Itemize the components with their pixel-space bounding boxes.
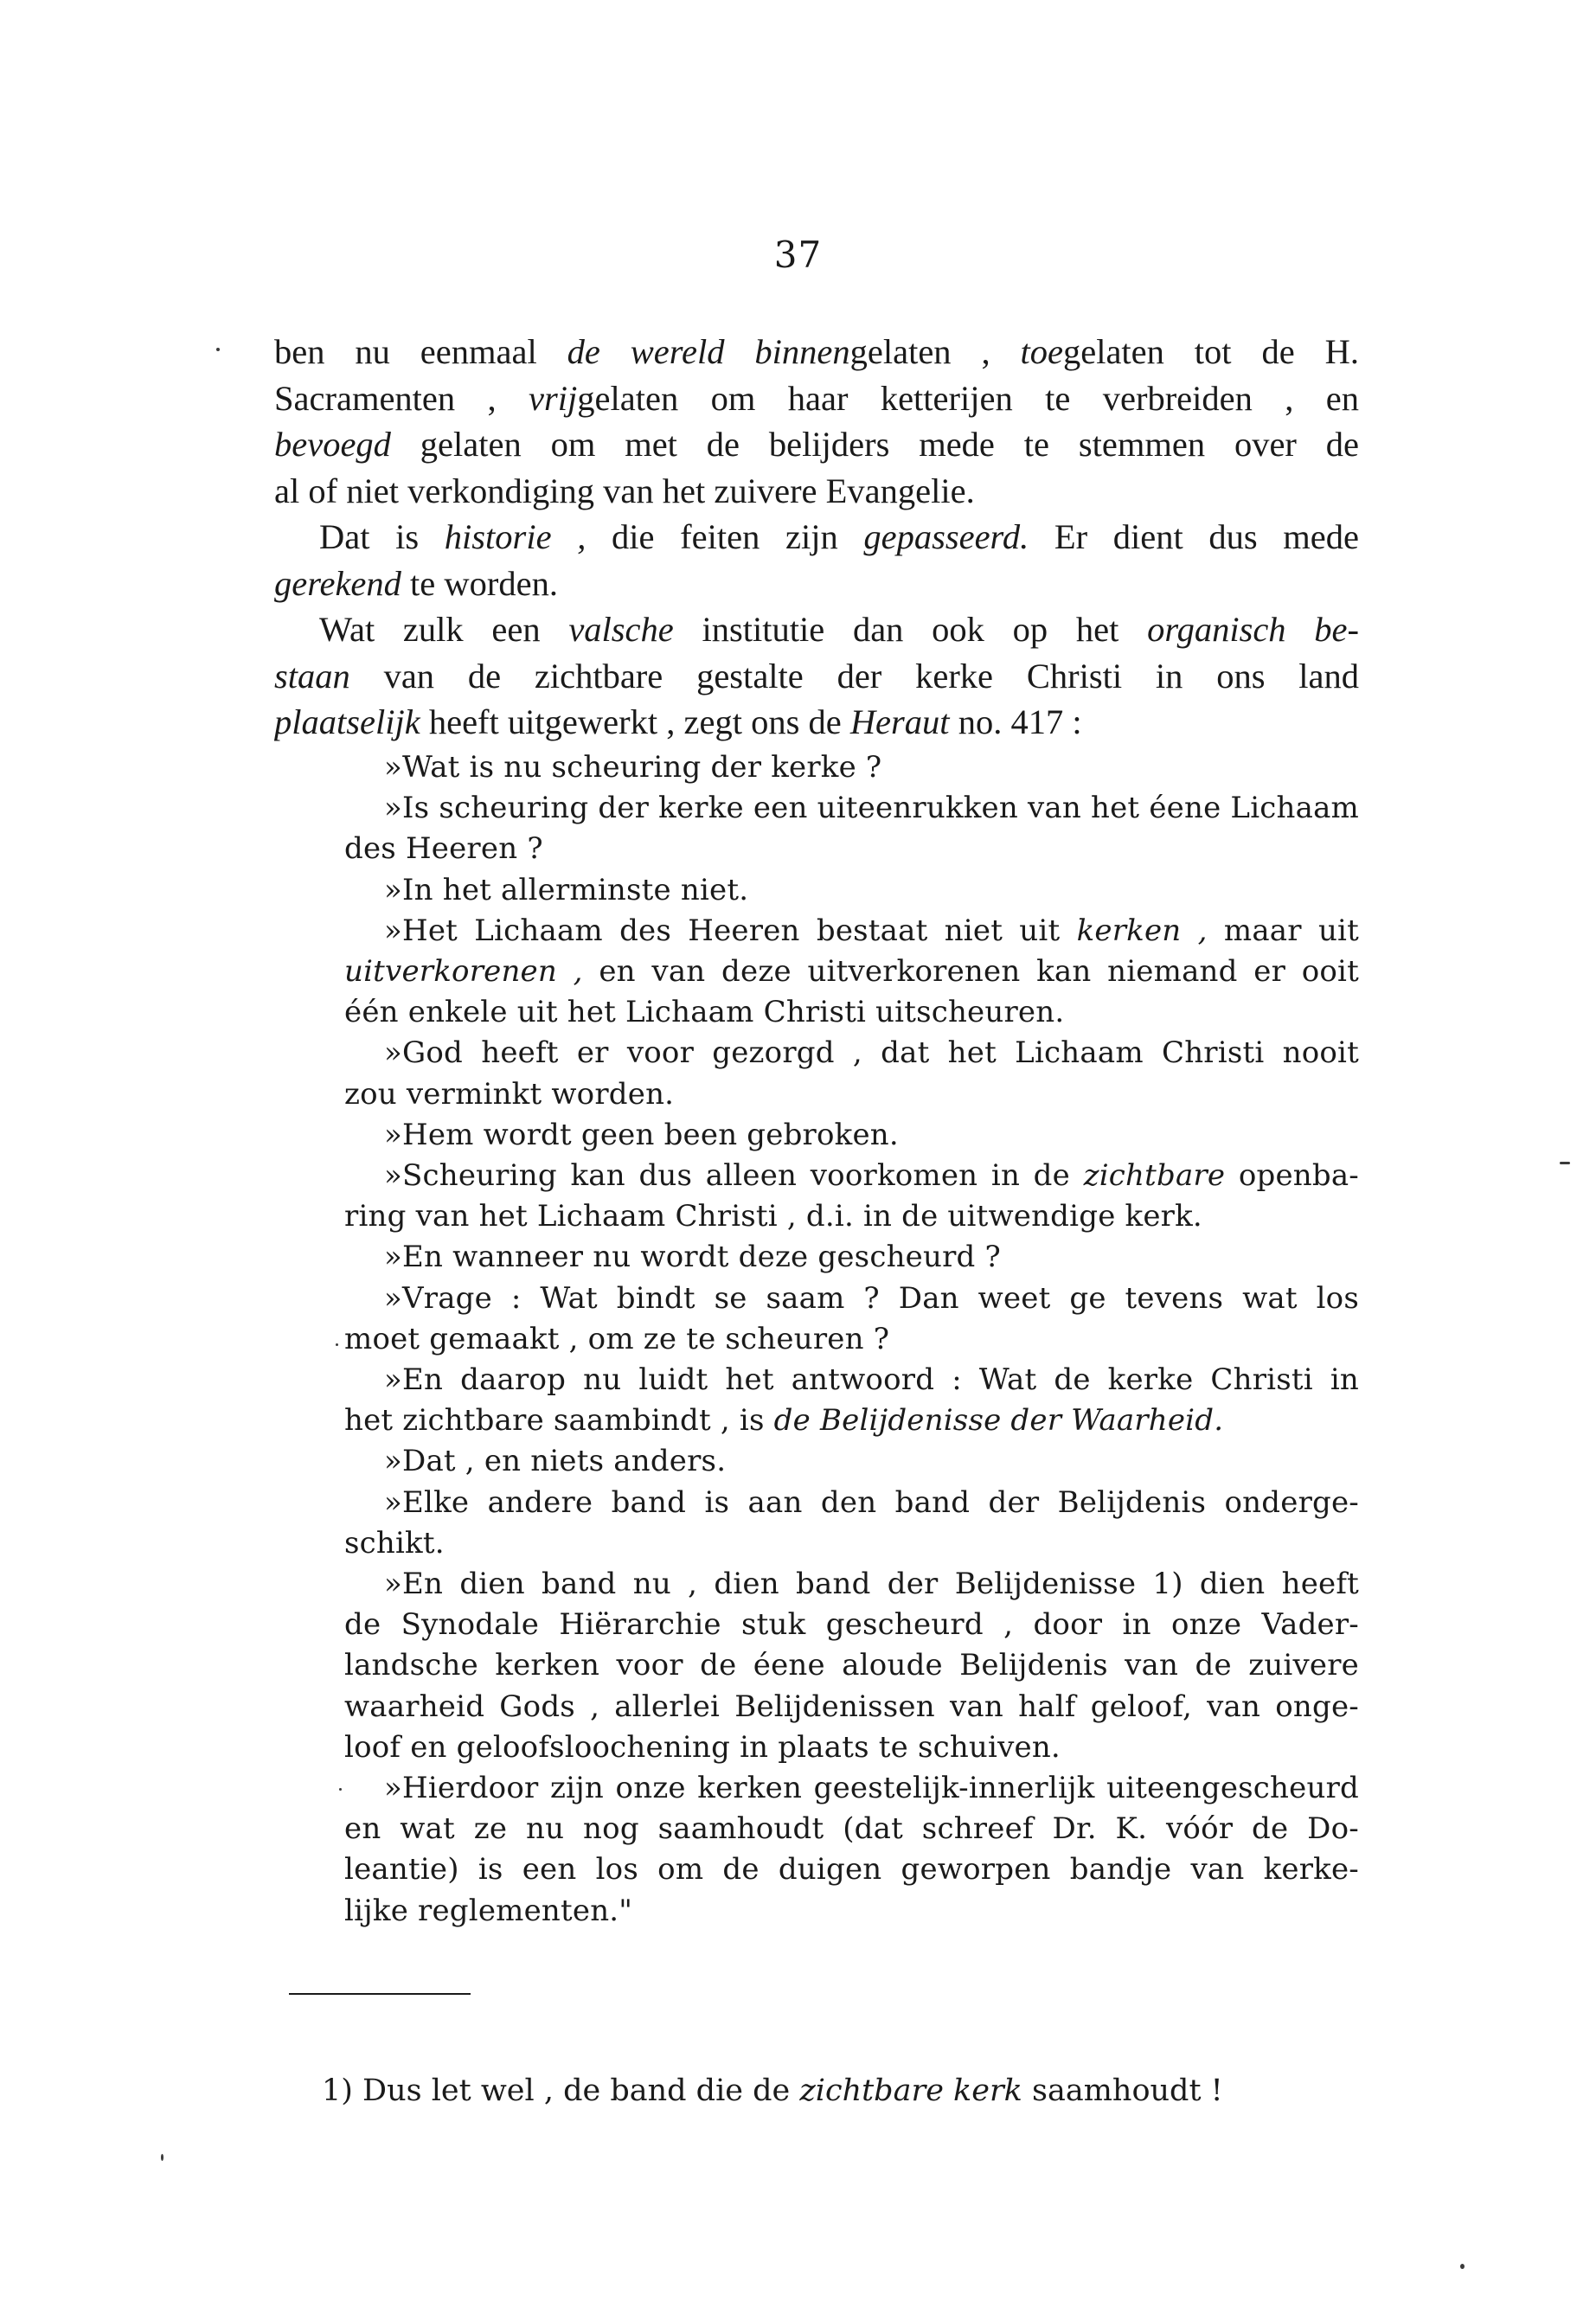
- text-line: [344, 1809, 1359, 1849]
- text-segment: moet gemaakt , om ze te scheuren ?: [344, 1321, 890, 1356]
- text-segment: zou verminkt worden.: [344, 1076, 675, 1112]
- text-segment: heeft uitgewerkt , zegt ons de: [420, 702, 850, 741]
- text-segment: »Is scheuring der kerke een uiteenrukken van het éene Lichaam: [384, 791, 1359, 826]
- text-line: [344, 747, 1359, 788]
- text-line: [344, 1115, 1359, 1156]
- text-segment: »En dien band nu , dien band der Belijdenisse 1) dien heeft: [384, 1567, 1359, 1602]
- scan-speck: [1560, 1162, 1570, 1164]
- italic-text-segment: staan: [274, 656, 350, 695]
- text-line: [344, 992, 1359, 1033]
- text-segment: gelaten om haar ketterijen te verbreiden , en: [577, 378, 1359, 418]
- text-line: [344, 1237, 1359, 1278]
- text-segment: al of niet verkondiging van het zuivere Evangelie.: [274, 471, 975, 510]
- text-line: [274, 561, 1359, 607]
- text-segment: »Vrage : Wat bindt se saam ? Dan weet ge tevens wat los: [384, 1280, 1359, 1316]
- text-line: [344, 1441, 1359, 1482]
- text-segment: des Heeren ?: [344, 831, 543, 867]
- text-line: [344, 952, 1359, 992]
- italic-text-segment: toe: [1020, 332, 1063, 371]
- text-segment: »En wanneer nu wordt deze gescheurd ?: [384, 1240, 1001, 1275]
- quoted-passage: [344, 747, 1359, 1932]
- text-line: [344, 1400, 1359, 1441]
- page-number: 37: [773, 234, 823, 276]
- text-line: [344, 911, 1359, 952]
- text-segment: één enkele uit het Lichaam Christi uitscheuren.: [344, 995, 1065, 1030]
- main-text: [274, 329, 1359, 746]
- text-line: [344, 1523, 1359, 1564]
- italic-text-segment: historie ,: [444, 517, 586, 556]
- text-line: [274, 329, 1359, 375]
- text-segment: »En daarop nu luidt het antwoord : Wat de kerke Christi in: [384, 1362, 1359, 1398]
- text-line: [344, 1891, 1359, 1932]
- text-line: [344, 1196, 1359, 1237]
- italic-text-segment: plaatselijk: [274, 702, 420, 741]
- text-segment: en van deze uitverkorenen kan niemand er ooit: [582, 954, 1359, 990]
- italic-text-segment: gerekend: [274, 563, 401, 603]
- italic-text-segment: uitverkorenen ,: [344, 954, 583, 990]
- text-segment: saamhoudt !: [1022, 2073, 1223, 2108]
- text-segment: no. 417 :: [949, 702, 1082, 741]
- text-line: [344, 829, 1359, 869]
- italic-text-segment: bevoegd: [274, 425, 391, 464]
- text-line: [344, 1483, 1359, 1523]
- text-line: [274, 653, 1359, 700]
- scan-speck: [1460, 2264, 1465, 2269]
- text-segment: die feiten zijn: [586, 517, 864, 556]
- italic-text-segment: gepasseerd.: [863, 517, 1029, 556]
- text-segment: »Dat , en niets anders.: [384, 1444, 727, 1479]
- text-segment: gelaten ,: [849, 332, 1021, 371]
- text-segment: ring van het Lichaam Christi , d.i. in de uitwendige kerk.: [344, 1199, 1202, 1234]
- text-segment: »Het Lichaam des Heeren bestaat niet uit: [384, 913, 1077, 948]
- scan-speck: [216, 348, 220, 351]
- text-segment: 1) Dus let wel , de band die de: [322, 2073, 800, 2108]
- text-segment: loof en geloofsloochening in plaats te schuiven.: [344, 1729, 1061, 1765]
- text-segment: »Hem wordt geen been gebroken.: [384, 1117, 899, 1152]
- text-line: [274, 421, 1359, 468]
- footnote-rule: [289, 1993, 471, 1995]
- text-segment: schikt.: [344, 1525, 445, 1561]
- text-segment: Er dient dus mede: [1029, 517, 1359, 556]
- text-segment: »Elke andere band is aan den band der Belijdenis onderge-: [384, 1484, 1359, 1520]
- text-segment: waarheid Gods , allerlei Belijdenissen van half geloof, van onge-: [344, 1689, 1359, 1724]
- text-line: [344, 1849, 1359, 1890]
- text-line: [344, 1727, 1359, 1768]
- text-line: [344, 1645, 1359, 1686]
- text-segment: »God heeft er voor gezorgd , dat het Lichaam Christi nooit: [384, 1035, 1359, 1071]
- italic-text-segment: vrij: [529, 378, 578, 418]
- text-segment: Wat zulk een: [319, 610, 569, 649]
- scan-speck: [336, 1343, 338, 1346]
- text-segment: van de zichtbare gestalte der kerke Christi in ons land: [349, 656, 1359, 695]
- text-segment: ben nu eenmaal: [274, 332, 567, 371]
- text-segment: landsche kerken voor de éene aloude Belijdenis van de zuivere: [344, 1648, 1359, 1683]
- text-segment: gelaten om met de belijders mede te stemmen over de: [390, 425, 1359, 464]
- text-line: [274, 375, 1359, 422]
- text-segment: Dat is: [319, 517, 445, 556]
- text-segment: openba-: [1225, 1158, 1359, 1194]
- italic-text-segment: valsche: [568, 610, 674, 649]
- italic-text-segment: organisch be-: [1147, 610, 1359, 649]
- text-line: [344, 1319, 1359, 1360]
- scan-speck: [161, 2154, 163, 2161]
- text-line: [344, 870, 1359, 911]
- text-segment: »Hierdoor zijn onze kerken geestelijk-innerlijk uiteengescheurd: [384, 1771, 1359, 1806]
- text-line: [344, 1687, 1359, 1727]
- text-segment: Sacramenten ,: [274, 378, 529, 418]
- italic-text-segment: zichtbare: [1083, 1158, 1226, 1194]
- text-line: [274, 468, 1359, 515]
- text-line: [344, 1074, 1359, 1115]
- text-segment: te worden.: [401, 563, 558, 603]
- italic-text-segment: zichtbare kerk: [799, 2073, 1022, 2108]
- text-line: [344, 1033, 1359, 1074]
- text-segment: leantie) is een los om de duigen geworpen bandje van kerke-: [344, 1852, 1359, 1888]
- text-line: [274, 606, 1359, 653]
- text-segment: en wat ze nu nog saamhoudt (dat schreef Dr. K. vóór de Do-: [344, 1811, 1359, 1847]
- text-line: [344, 1605, 1359, 1645]
- text-segment: maar uit: [1207, 913, 1359, 948]
- scan-speck: [339, 1788, 342, 1791]
- italic-text-segment: Heraut: [849, 702, 950, 741]
- text-line: [344, 788, 1359, 829]
- text-segment: de Synodale Hiërarchie stuk gescheurd , door in onze Vader-: [344, 1607, 1359, 1643]
- text-segment: lijke reglementen.": [344, 1893, 633, 1928]
- text-segment: »Wat is nu scheuring der kerke ?: [384, 750, 882, 785]
- footnote: [322, 2070, 1223, 2112]
- text-line: [344, 1279, 1359, 1319]
- text-line: [344, 1564, 1359, 1605]
- italic-text-segment: kerken ,: [1076, 913, 1208, 948]
- text-line: [344, 1768, 1359, 1809]
- text-segment: »In het allerminste niet.: [384, 872, 749, 907]
- italic-text-segment: de Belijdenisse der Waarheid.: [773, 1403, 1224, 1439]
- text-segment: »Scheuring kan dus alleen voorkomen in de: [384, 1158, 1084, 1194]
- text-line: [344, 1360, 1359, 1400]
- text-line: [344, 1156, 1359, 1196]
- text-segment: gelaten tot de H.: [1062, 332, 1359, 371]
- italic-text-segment: de wereld binnen: [567, 332, 850, 371]
- text-segment: het zichtbare saambindt , is: [344, 1403, 774, 1439]
- text-line: [274, 699, 1359, 746]
- text-line: [274, 514, 1359, 561]
- text-segment: institutie dan ook op het: [673, 610, 1148, 649]
